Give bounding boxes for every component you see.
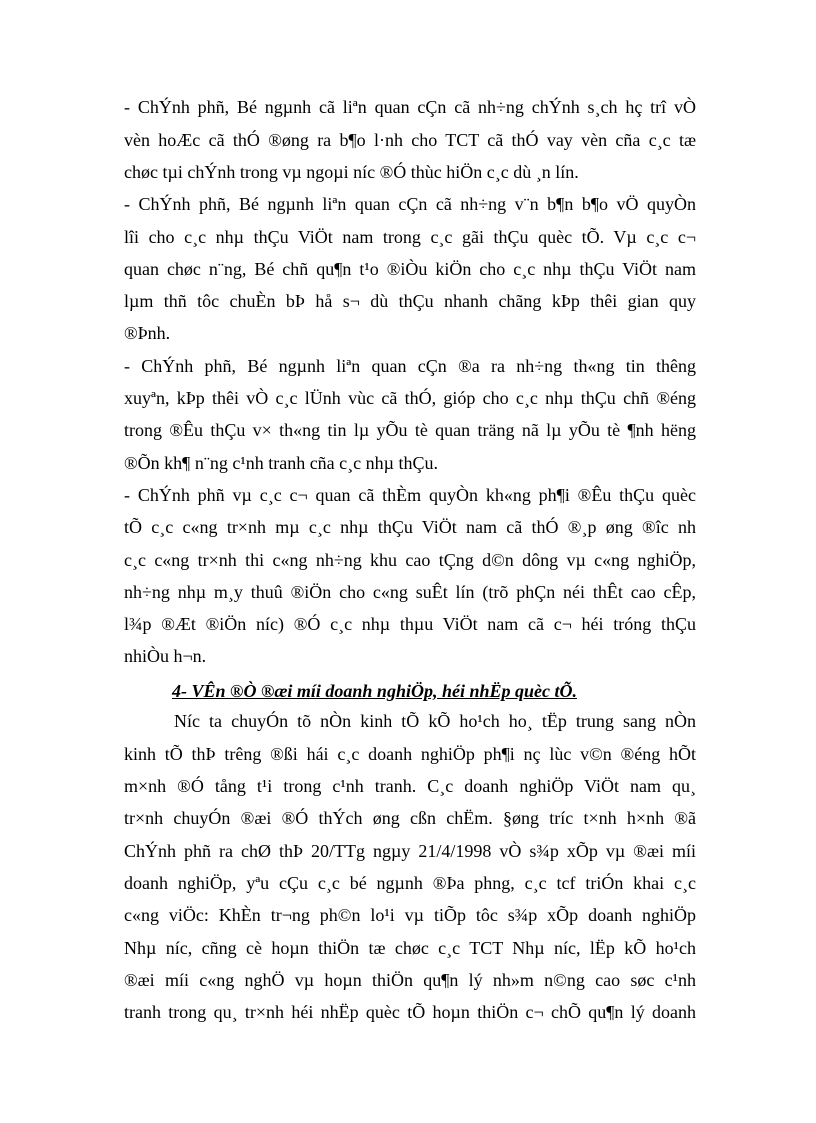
paragraph-line: Níc ta chuyÓn tõ nÒn kinh tÕ kÕ ho¹ch ho¸ tËp trung sang nÒn bbox=[174, 711, 696, 731]
paragraph-line: chøc tµi chÝnh trong vµ ngoµi níc ®Ó thùc hiÖn c¸c dù ¸n lín. bbox=[124, 162, 579, 182]
paragraph-line: ®Þnh. bbox=[124, 323, 171, 343]
paragraph-line: c«ng viÖc: KhÈn tr¬ng ph©n lo¹i vµ tiÕp tôc s¾p xÕp doanh nghiÖp bbox=[124, 905, 696, 925]
paragraph-line: ®Õn kh¶ n¨ng c¹nh tranh cña c¸c nhµ thÇu. bbox=[124, 453, 439, 473]
paragraph-line: lîi cho c¸c nhµ thÇu ViÖt nam trong c¸c gãi thÇu quèc tÕ. Vµ c¸c c¬ bbox=[124, 227, 696, 247]
section-heading: 4- VÊn ®Ò ®æi míi doanh nghiÖp, héi nhËp quèc tÕ. bbox=[172, 681, 577, 701]
paragraph-line: - ChÝnh phñ, Bé ngµnh liªn quan cÇn cã nh÷ng v¨n b¶n b¶o vÖ quyÒn bbox=[124, 194, 696, 214]
paragraph-line: doanh nghiÖp, yªu cÇu c¸c bé ngµnh ®Þa phng, c¸c tcf triÓn khai c¸c bbox=[124, 873, 696, 893]
paragraph-line: ChÝnh phñ ra chØ thÞ 20/TTg ngµy 21/4/1998 vÒ s¾p xÕp vµ ®æi míi bbox=[124, 841, 696, 861]
paragraph-line: nh÷ng nhµ m¸y thuû ®iÖn cho c«ng suÊt lín (trõ phÇn néi thÊt cao cÊp, bbox=[124, 582, 696, 602]
paragraph-line: - ChÝnh phñ, Bé ngµnh cã liªn quan cÇn cã nh÷ng chÝnh s¸ch hç trî vÒ bbox=[124, 97, 696, 117]
paragraph-line: - ChÝnh phñ vµ c¸c c¬ quan cã thÈm quyÒn kh«ng ph¶i ®Êu thÇu quèc bbox=[124, 485, 696, 505]
paragraph-line: - ChÝnh phñ, Bé ngµnh liªn quan cÇn ®a ra nh÷ng th«ng tin thêng bbox=[124, 356, 696, 376]
paragraph-line: ®æi míi c«ng nghÖ vµ hoµn thiÖn qu¶n lý nh»m n©ng cao søc c¹nh bbox=[124, 970, 696, 990]
paragraph-line: tranh trong qu¸ tr×nh héi nhËp quèc tÕ hoµn thiÖn c¬ chÕ qu¶n lý doanh bbox=[124, 1002, 696, 1022]
paragraph-line: quan chøc n¨ng, Bé chñ qu¶n t¹o ®iÒu kiÖn cho c¸c nhµ thÇu ViÖt nam bbox=[124, 259, 696, 279]
paragraph-line: l¾p ®Æt ®iÖn níc) ®Ó c¸c nhµ thµu ViÖt nam cã c¬ héi tróng thÇu bbox=[124, 614, 696, 634]
paragraph-line: Nhµ níc, cñng cè hoµn thiÖn tæ chøc c¸c TCT Nhµ níc, lËp kÕ ho¹ch bbox=[124, 938, 696, 958]
paragraph-line: kinh tÕ thÞ trêng ®ßi hái c¸c doanh nghiÖp ph¶i nç lùc v©n ®éng hÕt bbox=[124, 744, 696, 764]
paragraph-line: c¸c c«ng tr×nh thi c«ng nh÷ng khu cao tÇng d©n dông vµ c«ng nghiÖp, bbox=[124, 550, 696, 570]
paragraph-line: nhiÒu h¬n. bbox=[124, 646, 207, 666]
paragraph-line: tÕ c¸c c«ng tr×nh mµ c¸c nhµ thÇu ViÖt nam cã thÓ ®¸p øng ®îc nh bbox=[124, 517, 696, 537]
paragraph-line: tr×nh chuyÓn ®æi ®Ó thÝch øng cßn chËm. §øng tríc t×nh h×nh ®ã bbox=[124, 808, 696, 828]
paragraph-line: trong ®Êu thÇu v× th«ng tin lµ yÕu tè quan träng nã lµ yÕu tè ¶nh hëng bbox=[124, 420, 696, 440]
paragraph-line: xuyªn, kÞp thêi vÒ c¸c lÜnh vùc cã thÓ, gióp cho c¸c nhµ thÇu chñ ®éng bbox=[124, 388, 696, 408]
paragraph-line: vèn hoÆc cã thÓ ®øng ra b¶o l·nh cho TCT cã thÓ vay vèn cña c¸c tæ bbox=[124, 130, 696, 150]
paragraph-line: lµm thñ tôc chuÈn bÞ hå s¬ dù thÇu nhanh chãng kÞp thêi gian quy bbox=[124, 291, 696, 311]
paragraph-line: m×nh ®Ó tång t¹i trong c¹nh tranh. C¸c doanh nghiÖp ViÖt nam qu¸ bbox=[124, 776, 696, 796]
